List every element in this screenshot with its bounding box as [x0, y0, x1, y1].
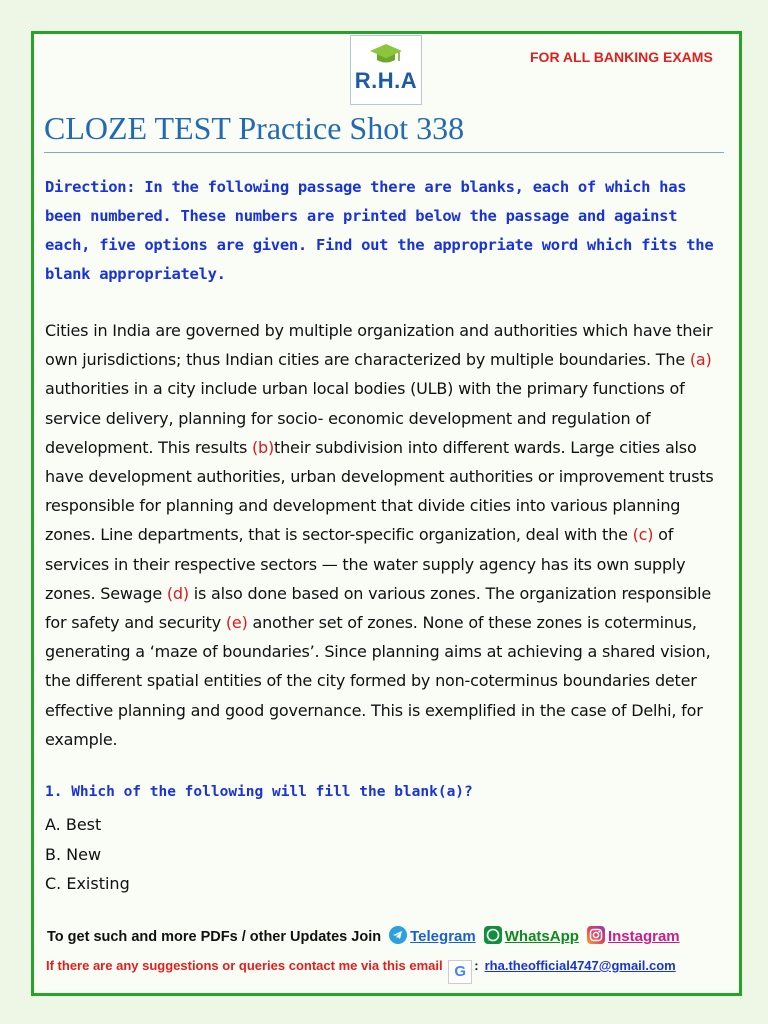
whatsapp-link[interactable]: WhatsApp: [504, 928, 579, 945]
option-c: C. Existing: [45, 874, 130, 893]
whatsapp-icon: [484, 926, 502, 944]
logo-text: R.H.A: [354, 68, 418, 93]
contact-footer: [46, 958, 676, 984]
title-divider: [44, 152, 724, 153]
question-text: 1. Which of the following will fill the blank(a)?: [45, 784, 473, 800]
instagram-link[interactable]: Instagram: [607, 928, 680, 945]
passage-text: their subdivision into different wards. Large cities also have development authorities, urban development authorities or improvement trusts responsible for planning and development that divide cities into various planning zones. Line departments, that is sector-specific organization, deal with the: [45, 437, 714, 545]
passage-text: is also done based on various zones. The organization responsible for safety and security: [45, 583, 711, 633]
rha-logo: [350, 35, 422, 105]
tagline: FOR ALL BANKING EXAMS: [530, 49, 713, 65]
passage-text: another set of zones. None of these zones is coterminus, generating a ‘maze of boundaries’. Since planning aims at achieving a shared vision, the different spatial entities of the city formed by non-coterminus boundaries deter effective planning and good governance. This is exemplified in the case of Delhi, for example.: [45, 613, 711, 749]
direction-text: Direction: In the following passage there are blanks, each of which has been numbered. These numbers are printed below the passage and against each, five options are given. Find out the appropriate word which fits the blank appropriately.: [45, 178, 714, 283]
blank-c: (c): [632, 525, 654, 545]
page-title: CLOZE TEST Practice Shot 338: [44, 110, 465, 146]
passage-text: authorities in a city include urban local bodies (ULB) with the primary functions of service delivery, planning for socio- economic development and regulation of development. This results: [45, 379, 685, 457]
passage-text: of services in their respective sectors — the water supply agency has its own supply zones. Sewage: [45, 525, 686, 603]
join-footer: [47, 926, 680, 945]
google-icon: G: [448, 960, 472, 984]
graduation-cap-icon: [369, 42, 403, 66]
join-text: To get such and more PDFs / other Updates Join: [47, 929, 382, 945]
blank-a: (a): [689, 350, 712, 370]
blank-e: (e): [225, 613, 248, 633]
blank-d: (d): [166, 583, 189, 603]
email-link[interactable]: rha.theofficial4747@gmail.com: [484, 958, 676, 973]
contact-text: If there are any suggestions or queries contact me via this email: [46, 958, 443, 973]
blank-b: (b): [252, 437, 275, 457]
option-a: A. Best: [45, 815, 102, 834]
telegram-icon: [389, 926, 407, 944]
instagram-icon: [587, 926, 605, 944]
passage: [45, 316, 735, 754]
telegram-link[interactable]: Telegram: [410, 928, 476, 945]
passage-text: Cities in India are governed by multiple organization and authorities which have their own jurisdictions; thus Indian cities are characterized by multiple boundaries. The: [45, 321, 713, 370]
option-b: B. New: [45, 845, 102, 864]
colon: :: [474, 958, 479, 973]
